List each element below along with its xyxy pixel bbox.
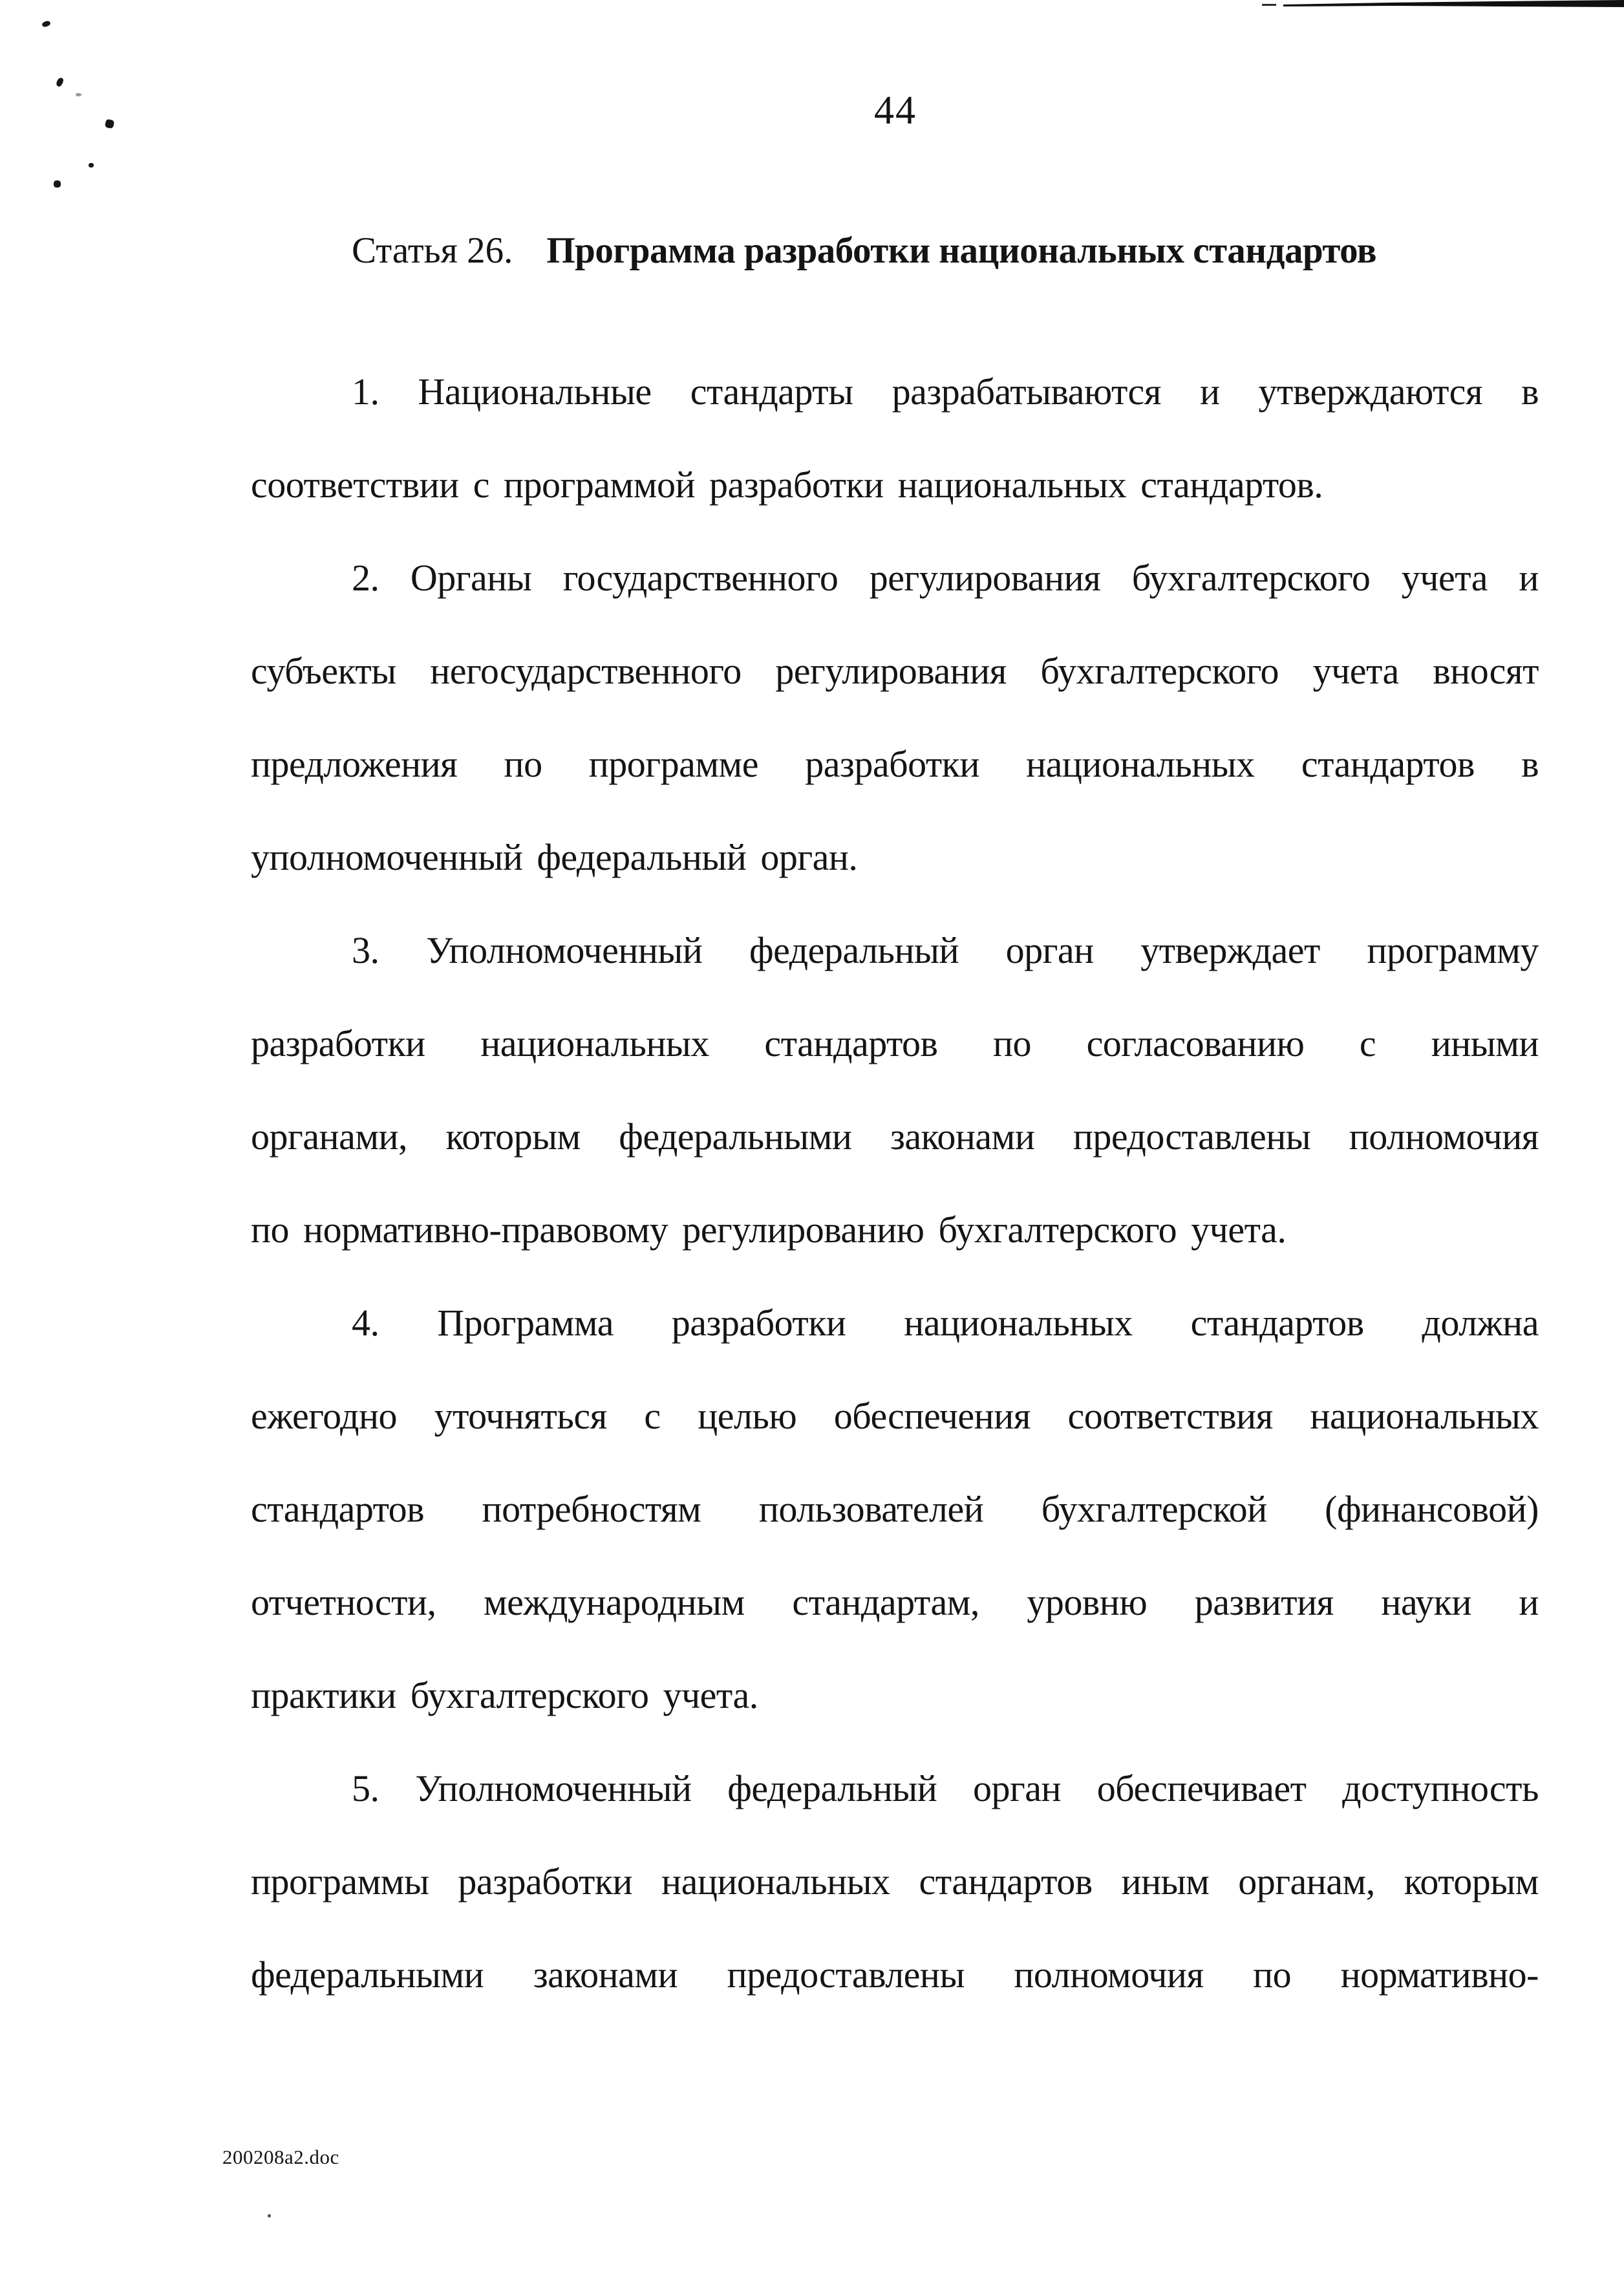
- article-body-text: [251, 345, 1539, 2022]
- paragraph-4-line-4: отчетности, международным стандартам, уровню развития науки и: [251, 1581, 1539, 1623]
- paragraph-2-line-1: 2. Органы государственного регулирования бухгалтерского учета и: [352, 557, 1539, 599]
- document-footer-filename: 200208a2.doc: [222, 2146, 339, 2168]
- paragraph-5-line-1: 5. Уполномоченный федеральный орган обеспечивает доступность: [352, 1767, 1539, 1809]
- paragraph-3-line-1: 3. Уполномоченный федеральный орган утверждает программу: [352, 929, 1539, 971]
- paragraph-4-line-1: 4. Программа разработки национальных стандартов должна: [352, 1302, 1539, 1344]
- ink-speck: [89, 163, 94, 167]
- paragraph-4-line-5: практики бухгалтерского учета.: [251, 1674, 758, 1716]
- ink-speck: [105, 119, 114, 129]
- paragraph-4-line-3: стандартов потребностям пользователей бухгалтерской (финансовой): [251, 1488, 1539, 1530]
- paragraph-2-line-3: предложения по программе разработки национальных стандартов в: [251, 743, 1539, 785]
- article-title: Программа разработки национальных стандартов: [546, 230, 1377, 271]
- paragraph-3-line-3: органами, которым федеральными законами предоставлены полномочия: [251, 1116, 1539, 1158]
- paragraph-3-line-4: по нормативно-правовому регулированию бухгалтерского учета.: [251, 1209, 1287, 1251]
- paragraph-5-line-2: программы разработки национальных стандартов иным органам, которым: [251, 1860, 1539, 1903]
- article-number-label: Статья 26.: [352, 230, 513, 271]
- paragraph-1-line-1: 1. Национальные стандарты разрабатываются и утверждаются в: [352, 371, 1539, 413]
- page-number: 44: [874, 89, 917, 133]
- paragraph-5-line-3: федеральными законами предоставлены полномочия по нормативно-: [251, 1954, 1539, 1996]
- scan-artifact-top-edge-line: [0, 0, 1624, 26]
- ink-speck: [56, 77, 65, 87]
- paragraph-1-line-2: соответствии с программой разработки национальных стандартов.: [251, 464, 1323, 506]
- ink-speck: [76, 93, 81, 96]
- article-heading: [251, 204, 1539, 297]
- ink-speck: [268, 2214, 271, 2217]
- paragraph-3-line-2: разработки национальных стандартов по согласованию с иными: [251, 1022, 1539, 1064]
- paragraph-4-line-2: ежегодно уточняться с целью обеспечения соответствия национальных: [251, 1395, 1539, 1437]
- paragraph-2-line-2: субъекты негосударственного регулирования бухгалтерского учета вносят: [251, 650, 1539, 692]
- paragraph-2-line-4: уполномоченный федеральный орган.: [251, 836, 858, 878]
- ink-speck: [54, 180, 61, 188]
